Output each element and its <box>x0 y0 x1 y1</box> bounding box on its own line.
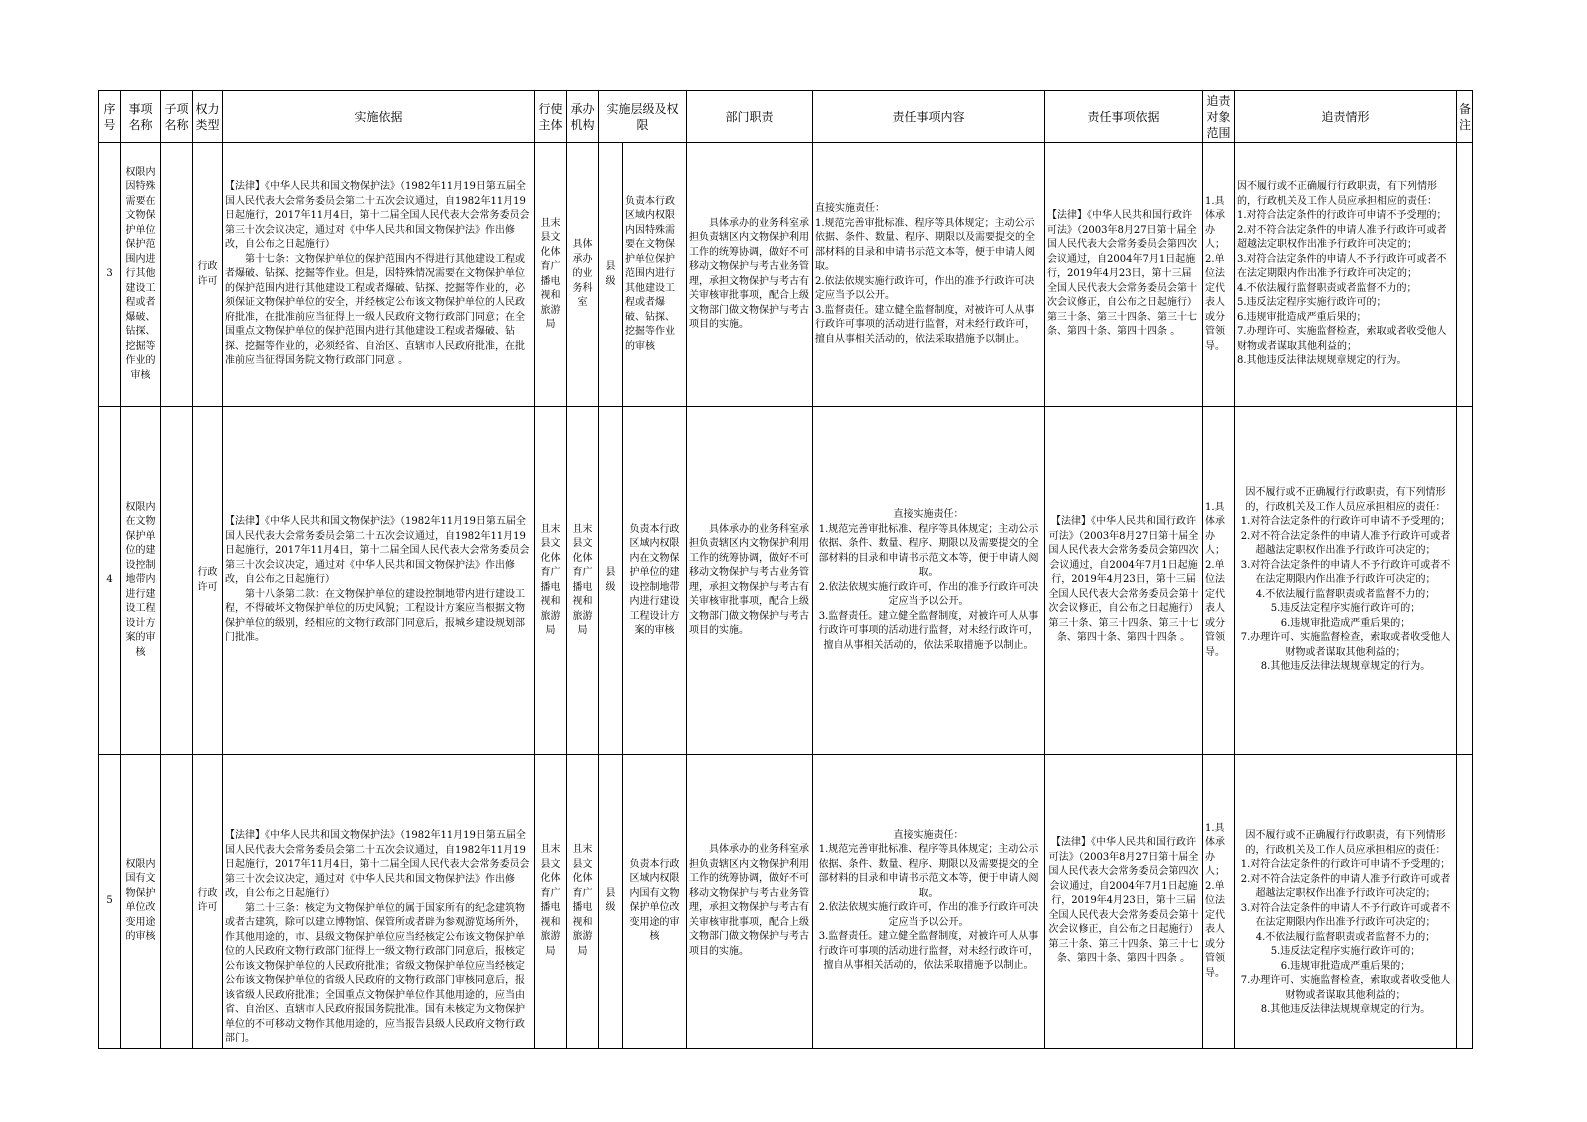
cell-item-name: 权限内因特殊需要在文物保护单位保护范围内进行其他建设工程或者爆破、钻探、挖掘等作业的审核 <box>121 143 161 407</box>
cell-resp-basis: 【法律】《中华人民共和国行政许可法》（2003年8月27日第十届全国人民代表大会常务委员会第四次会议通过，自2004年7月1日起施行，2019年4月23日，第十三届全国人民代表大会常务委员会第十次会议修正，自公布之日起施行）第三十条、第三十四条、第三十七条、第四十条、第四十四条 。 <box>1045 755 1203 1049</box>
header-subject: 行使主体 <box>535 91 567 143</box>
cell-sub-item <box>161 143 193 407</box>
cell-duty <box>687 407 813 755</box>
cell-basis <box>223 755 535 1049</box>
cell-seq: 4 <box>99 407 121 755</box>
cell-power-type: 行政许可 <box>193 755 223 1049</box>
cell-level: 县级 <box>599 407 623 755</box>
cell-duty <box>687 755 813 1049</box>
cell-remark <box>1457 407 1473 755</box>
cell-duty <box>687 143 813 407</box>
basis-law-text: 【法律】《中华人民共和国文物保护法》（1982年11月19日第五届全国人民代表大会常务委员会第二十五次会议通过，自1982年11月19日起施行，2017年11月4日，第十二届全国人民代表大会常务委员会第三十次会议决定，通过对《中华人民共和国文物保护法》作出修改，自公布之日起施行） <box>225 830 530 899</box>
basis-law-text: 【法律】《中华人民共和国文物保护法》（1982年11月19日第五届全国人民代表大会常务委员会第二十五次会议通过，自1982年11月19日起施行，2017年11月4日，第十二届全国人民代表大会常务委员会第三十次会议决定，通过对《中华人民共和国文物保护法》作出修改，自公布之日起施行） <box>225 181 530 251</box>
cell-account-cases: 因不履行或不正确履行行政职责，有下列情形的，行政机关及工作人员应承担相应的责任： 1.对符合法定条件的行政许可申请不予受理的； 2.对不符合法定条件的申请人准予行政许可或者超越法定职权作出准予行政许可决定的； 3.对符合法定条件的申请人不予行政许可或者不在法定期限内作出准予行政许可决定的； 4.不依法履行监督职责或者监督不力的； 5.违反法定程序实施行政许可的； 6.违规审批造成严重后果的； 7.办理许可、实施监督检查，索取或者收受他人财物或者谋取其他利益的； 8.其他违反法律法规规章规定的行为。 <box>1235 143 1457 407</box>
cell-subject: 且末县文化体育广播电视和旅游局 <box>535 755 567 1049</box>
header-undertaker: 承办机构 <box>567 91 599 143</box>
cell-subject: 且末县文化体育广播电视和旅游局 <box>535 143 567 407</box>
cell-undertaker: 且末县文化体育广播电视和旅游局 <box>567 755 599 1049</box>
duty-text: 具体承办的业务科室承担负责辖区内文物保护利用工作的统筹协调，做好不可移动文物保护与考古业务管理，承担文物保护与考古有关审核审批事项，配合上级文物部门做文物保护与考古项目的实施。 <box>689 844 810 957</box>
cell-level-power: 负责本行政区域内权限内在文物保护单位的建设控制地带内进行建设工程设计方案的审核 <box>623 407 687 755</box>
cell-remark <box>1457 143 1473 407</box>
table-row <box>99 407 1473 755</box>
cell-account-cases: 因不履行或不正确履行行政职责，有下列情形的，行政机关及工作人员应承担相应的责任： 1.对符合法定条件的行政许可申请不予受理的； 2.对不符合法定条件的申请人准予行政许可或者超越法定职权作出准予行政许可决定的； 3.对符合法定条件的申请人不予行政许可或者不在法定期限内作出准予行政许可决定的； 4.不依法履行监督职责或者监督不力的； 5.违反法定程序实施行政许可的； 6.违规审批造成严重后果的； 7.办理许可、实施监督检查，索取或者收受他人财物或者谋取其他利益的； 8.其他违反法律法规规章规定的行为。 <box>1235 755 1457 1049</box>
power-list-table <box>98 90 1473 1049</box>
header-resp-content: 责任事项内容 <box>813 91 1045 143</box>
header-account-cases: 追责情形 <box>1235 91 1457 143</box>
cell-sub-item <box>161 755 193 1049</box>
header-seq: 序号 <box>99 91 121 143</box>
cell-power-type: 行政许可 <box>193 407 223 755</box>
table-header-row <box>99 91 1473 143</box>
cell-subject: 且末县文化体育广播电视和旅游局 <box>535 407 567 755</box>
cell-sub-item <box>161 407 193 755</box>
cell-resp-basis: 【法律】《中华人民共和国行政许可法》（2003年8月27日第十届全国人民代表大会常务委员会第四次会议通过，自2004年7月1日起施行，2019年4月23日，第十三届全国人民代表大会常务委员会第十次会议修正，自公布之日起施行）第三十条、第三十四条、第三十七条、第四十条、第四十四条 。 <box>1045 407 1203 755</box>
basis-article-text: 第十七条：文物保护单位的保护范围内不得进行其他建设工程或者爆破、钻探、挖掘等作业。但是，因特殊情况需要在文物保护单位的保护范围内进行其他建设工程或者爆破、钻探、挖掘等作业的，必须保证文物保护单位的安全，并经核定公布该文物保护单位的人民政府批准，在批准前应当征得上一级人民政府文物行政部门同意；在全国重点文物保护单位的保护范围内进行其他建设工程或者爆破、钻探、挖掘等作业的，必须经省、自治区、直辖市人民政府批准，在批准前应当征得国务院文物行政部门同意 。 <box>225 253 525 367</box>
cell-remark <box>1457 755 1473 1049</box>
basis-article-text: 第十八条第二款：在文物保护单位的建设控制地带内进行建设工程，不得破坏文物保护单位的历史风貌；工程设计方案应当根据文物保护单位的级别，经相应的文物行政部门同意后，报城乡建设规划部门批准。 <box>225 588 525 644</box>
cell-item-name: 权限内国有文物保护单位改变用途的审核 <box>121 755 161 1049</box>
cell-level: 县级 <box>599 143 623 407</box>
cell-account-scope: 1.具体承办人；2.单位法定代表人或分管领导。 <box>1203 143 1235 407</box>
cell-seq: 5 <box>99 755 121 1049</box>
header-level: 实施层级及权限 <box>599 91 687 143</box>
cell-level: 县级 <box>599 755 623 1049</box>
cell-resp-basis: 【法律】《中华人民共和国行政许可法》（2003年8月27日第十届全国人民代表大会常务委员会第四次会议通过，自2004年7月1日起施行，2019年4月23日，第十三届全国人民代表大会常务委员会第十次会议修正，自公布之日起施行）第三十条、第三十四条、第三十七条、第四十条、第四十四条 。 <box>1045 143 1203 407</box>
cell-basis <box>223 407 535 755</box>
cell-resp-content: 直接实施责任： 1.规范完善审批标准、程序等具体规定；主动公示依据、条件、数量、程序、期限以及需要提交的全部材料的目录和申请书示范文本等，便于申请人阅取。 2.依法依规实施行政许可，作出的准予行政许可决定应当予以公开。 3.监督责任。建立健全监督制度，对被许可人从事行政许可事项的活动进行监督，对未经行政许可，擅自从事相关活动的，依法采取措施予以制止。 <box>813 755 1045 1049</box>
header-item-name: 事项名称 <box>121 91 161 143</box>
table-row <box>99 755 1473 1049</box>
header-sub-item: 子项名称 <box>161 91 193 143</box>
cell-power-type: 行政许可 <box>193 143 223 407</box>
header-remark: 备注 <box>1457 91 1473 143</box>
header-account-scope: 追责对象范围 <box>1203 91 1235 143</box>
cell-level-power: 负责本行政区域内权限内因特殊需要在文物保护单位保护范围内进行其他建设工程或者爆破、钻探、挖掘等作业的审核 <box>623 143 687 407</box>
cell-seq: 3 <box>99 143 121 407</box>
header-power-type: 权力类型 <box>193 91 223 143</box>
cell-undertaker: 具体承办的业务科室 <box>567 143 599 407</box>
header-resp-basis: 责任事项依据 <box>1045 91 1203 143</box>
cell-account-cases: 因不履行或不正确履行行政职责，有下列情形的，行政机关及工作人员应承担相应的责任： 1.对符合法定条件的行政许可申请不予受理的； 2.对不符合法定条件的申请人准予行政许可或者超越法定职权作出准予行政许可决定的； 3.对符合法定条件的申请人不予行政许可或者不在法定期限内作出准予行政许可决定的； 4.不依法履行监督职责或者监督不力的； 5.违反法定程序实施行政许可的； 6.违规审批造成严重后果的； 7.办理许可、实施监督检查，索取或者收受他人财物或者谋取其他利益的； 8.其他违反法律法规规章规定的行为。 <box>1235 407 1457 755</box>
header-basis: 实施依据 <box>223 91 535 143</box>
duty-text: 具体承办的业务科室承担负责辖区内文物保护利用工作的统筹协调，做好不可移动文物保护与考古业务管理，承担文物保护与考古有关审核审批事项，配合上级文物部门做文物保护与考古项目的实施。 <box>689 217 810 330</box>
cell-basis <box>223 143 535 407</box>
cell-undertaker: 且末县文化体育广播电视和旅游局 <box>567 407 599 755</box>
cell-level-power: 负责本行政区域内权限内国有文物保护单位改变用途的审核 <box>623 755 687 1049</box>
basis-law-text: 【法律】《中华人民共和国文物保护法》（1982年11月19日第五届全国人民代表大会常务委员会第二十五次会议通过，自1982年11月19日起施行，2017年11月4日，第十二届全国人民代表大会常务委员会第三十次会议决定，通过对《中华人民共和国文物保护法》作出修改，自公布之日起施行） <box>225 516 530 586</box>
cell-account-scope: 1.具体承办人；2.单位法定代表人或分管领导。 <box>1203 755 1235 1049</box>
duty-text: 具体承办的业务科室承担负责辖区内文物保护利用工作的统筹协调，做好不可移动文物保护与考古业务管理，承担文物保护与考古有关审核审批事项，配合上级文物部门做文物保护与考古项目的实施。 <box>689 523 810 636</box>
cell-account-scope: 1.具体承办人；2.单位法定代表人或分管领导。 <box>1203 407 1235 755</box>
table-row <box>99 143 1473 407</box>
power-list-sheet <box>98 90 1472 1044</box>
cell-item-name: 权限内在文物保护单位的建设控制地带内进行建设工程设计方案的审核 <box>121 407 161 755</box>
cell-resp-content: 直接实施责任： 1.规范完善审批标准、程序等具体规定；主动公示依据、条件、数量、程序、期限以及需要提交的全部材料的目录和申请书示范文本等，便于申请人阅取。 2.依法依规实施行政许可，作出的准予行政许可决定应当予以公开。 3.监督责任。建立健全监督制度，对被许可人从事行政许可事项的活动进行监督，对未经行政许可，擅自从事相关活动的，依法采取措施予以制止。 <box>813 143 1045 407</box>
basis-article-text: 第二十三条：核定为文物保护单位的属于国家所有的纪念建筑物或者古建筑，除可以建立博物馆、保管所或者辟为参观游览场所外，作其他用途的，市、县级文物保护单位应当经核定公布该文物保护单位的人民政府文物行政部门征得上一级文物行政部门同意后，报核定公布该文物保护单位的人民政府批准；省级文物保护单位应当经核定公布该文物保护单位的省级人民政府的文物行政部门审核同意后，报该省级人民政府批准；全国重点文物保护单位作其他用途的，应当由省、自治区、直辖市人民政府报国务院批准。国有未核定为文物保护单位的不可移动文物作其他用途的，应当报告县级人民政府文物行政部门。 <box>225 902 525 1044</box>
cell-resp-content: 直接实施责任： 1.规范完善审批标准、程序等具体规定；主动公示依据、条件、数量、程序、期限以及需要提交的全部材料的目录和申请书示范文本等，便于申请人阅取。 2.依法依规实施行政许可，作出的准予行政许可决定应当予以公开。 3.监督责任。建立健全监督制度，对被许可人从事行政许可事项的活动进行监督，对未经行政许可，擅自从事相关活动的，依法采取措施予以制止。 <box>813 407 1045 755</box>
header-duty: 部门职责 <box>687 91 813 143</box>
